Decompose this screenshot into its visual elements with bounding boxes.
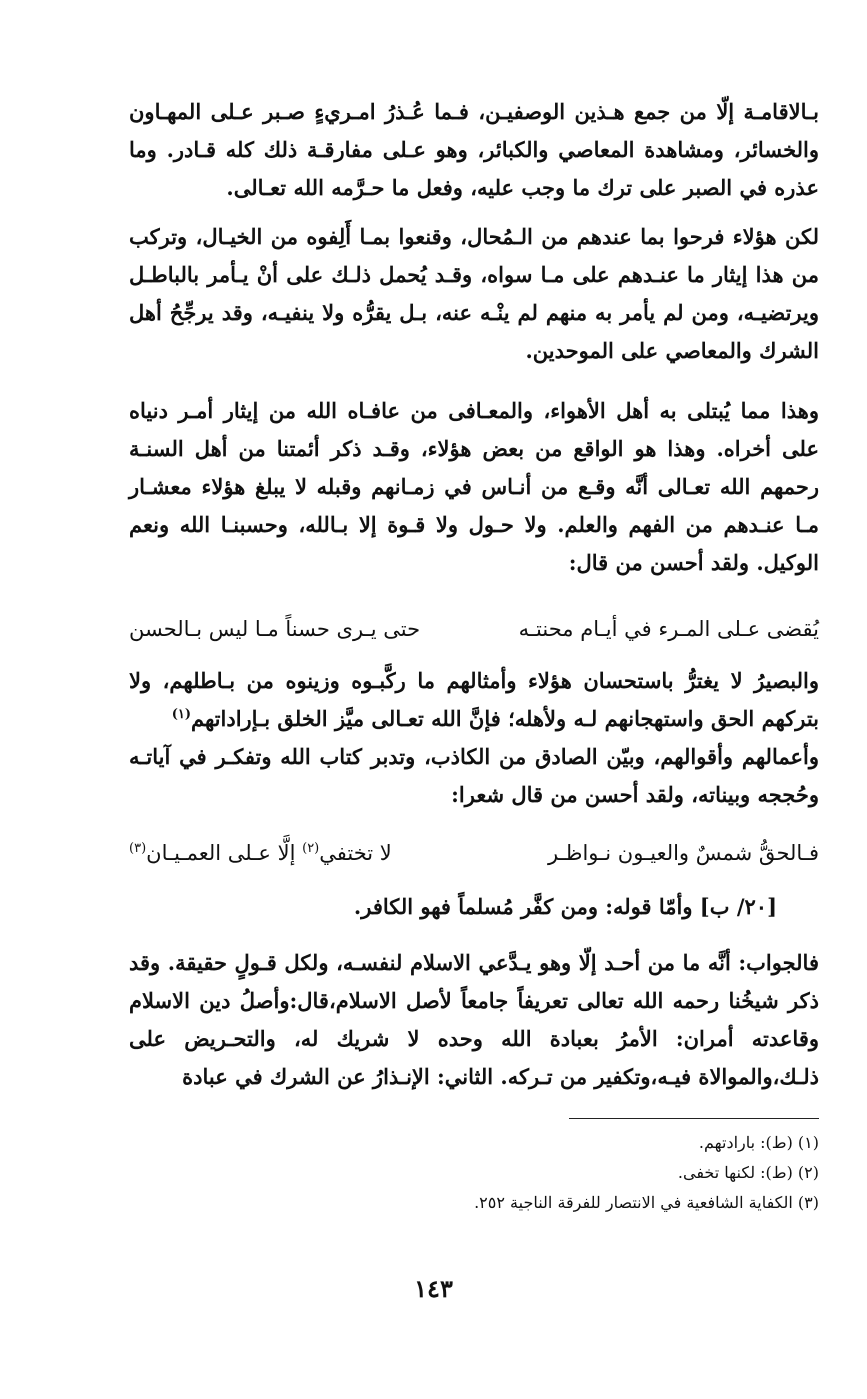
verse-1-first-hemistich: يُقضى عـلى المـرء في أيـام محنتـه [518,617,819,641]
verse-2-first-text: فـالحقُّ شمسٌ والعيـون نـواظـر [548,841,819,865]
paragraph-3: وهذا مما يُبتلى به أهل الأهواء، والمعـافى من عافـاه الله من إيثار أمـر دنياه على أخراه. وهذا هو الواقع من بعض هؤلاء، وقـد ذكر أئمتنا من أهل السنـة رحمهم الله تعـالى أنَّه وقـع من أنـاس في زمـانهم وقبله لا يبلغ هؤلاء معشـار مـا عنـدهم من الفهم والعلم. ولا حـول ولا قـوة إلا بـالله، وحسبنـا الله ونعم الوكيل. ولقد أحسن من قال: [129,398,819,575]
verse-1-second-hemistich: حتى يـرى حسناً مـا ليس بـالحسن [129,617,421,641]
paragraph-4-line-1 [129,662,819,731]
footnote-ref-1: (١) [171,707,192,722]
footnote-separator [569,1118,819,1119]
paragraph-4-text: والبصيرُ لا يغترُّ باستحسان هؤلاء وأمثالهم ما ركَّبـوه وزينوه من بـاطلهم، ولا بتركهم الحق واستهجانهم لـه ولأهله؛ فإنَّ الله تعـالى ميَّز الخلق بـإراداتهم [129,668,819,731]
paragraph-6: فالجواب: أنَّه ما من أحـد إلّا وهو يـدَّعي الاسلام لنفسـه، ولكل قـولٍ حقيقة. وقد ذكر شيخُنا رحمه الله تعالى تعريفاً جامعاً لأصل الاسلام،قال:وأصلُ دين الاسلام وقاعدته أمران: الأمرُ بعبادة الله وحده لا شريك له، والتحـريض على ذلـك،والموالاة فيـه،وتكفير من تـركه. الثاني: الإنـذارُ عن الشرك في عبادة [129,950,819,1089]
verse-2-second-word: لا تختفي [319,841,392,865]
paragraph-2: لكن هؤلاء فرحوا بما عندهم من الـمُحال، وقنعوا بمـا أَلِفوه من الخيـال، وتركب من هذا إيثار ما عنـدهم على مـا سواه، وقـد يُحمل ذلـك على أنْ يـأمر بالباطـل ويرتضيـه، ومن لم يأمر به منهم لم ينْـه عنه، بـل يقرُّه ولا ينفيـه، وقد يرجِّحُ أهل الشرك والمعاصي على الموحدين. [129,224,819,363]
paragraph-4-continued: وأعمالهم وأقوالهم، وبيّن الصادق من الكاذب، وتدبر كتاب الله وتفكـر في آياتـه وحُججه وبيناته، ولقد أحسن من قال شعرا: [129,744,819,807]
footnote-3: (٣) الكفاية الشافعية في الانتصار للفرقة الناجية ٢٥٢. [474,1193,819,1212]
verse-2-second-text: إلَّا عـلى العمـيـان [146,841,296,865]
footnote-ref-3: (٣) [129,841,147,856]
footnote-ref-2: (٢) [302,841,320,856]
footnote-1: (١) (ط): بارادتهم. [698,1133,819,1152]
page-number: ١٤٣ [414,1274,453,1303]
verse-2 [129,834,819,872]
verse-2-first-hemistich [548,834,819,872]
verse-1 [129,610,819,648]
verse-2-second-hemistich [129,834,392,872]
paragraph-5: [٢٠/ ب] وأمّا قوله: ومن كفَّر مُسلماً فهو الكافر. [353,894,777,919]
paragraph-1: بـالاقامـة إلّا من جمع هـذين الوصفيـن، فـما عُـذرُ امـريءٍ صـبر عـلى المهـاون والخسائر، ومشاهدة المعاصي والكبائر، وهو عـلى مفارقـة ذلك كله قـادر. وما عذره في الصبر على ترك ما وجب عليه، وفعل ما حـرَّمه الله تعـالى. [129,99,819,200]
footnote-2: (٢) (ط): لكنها تخفى. [677,1163,819,1182]
